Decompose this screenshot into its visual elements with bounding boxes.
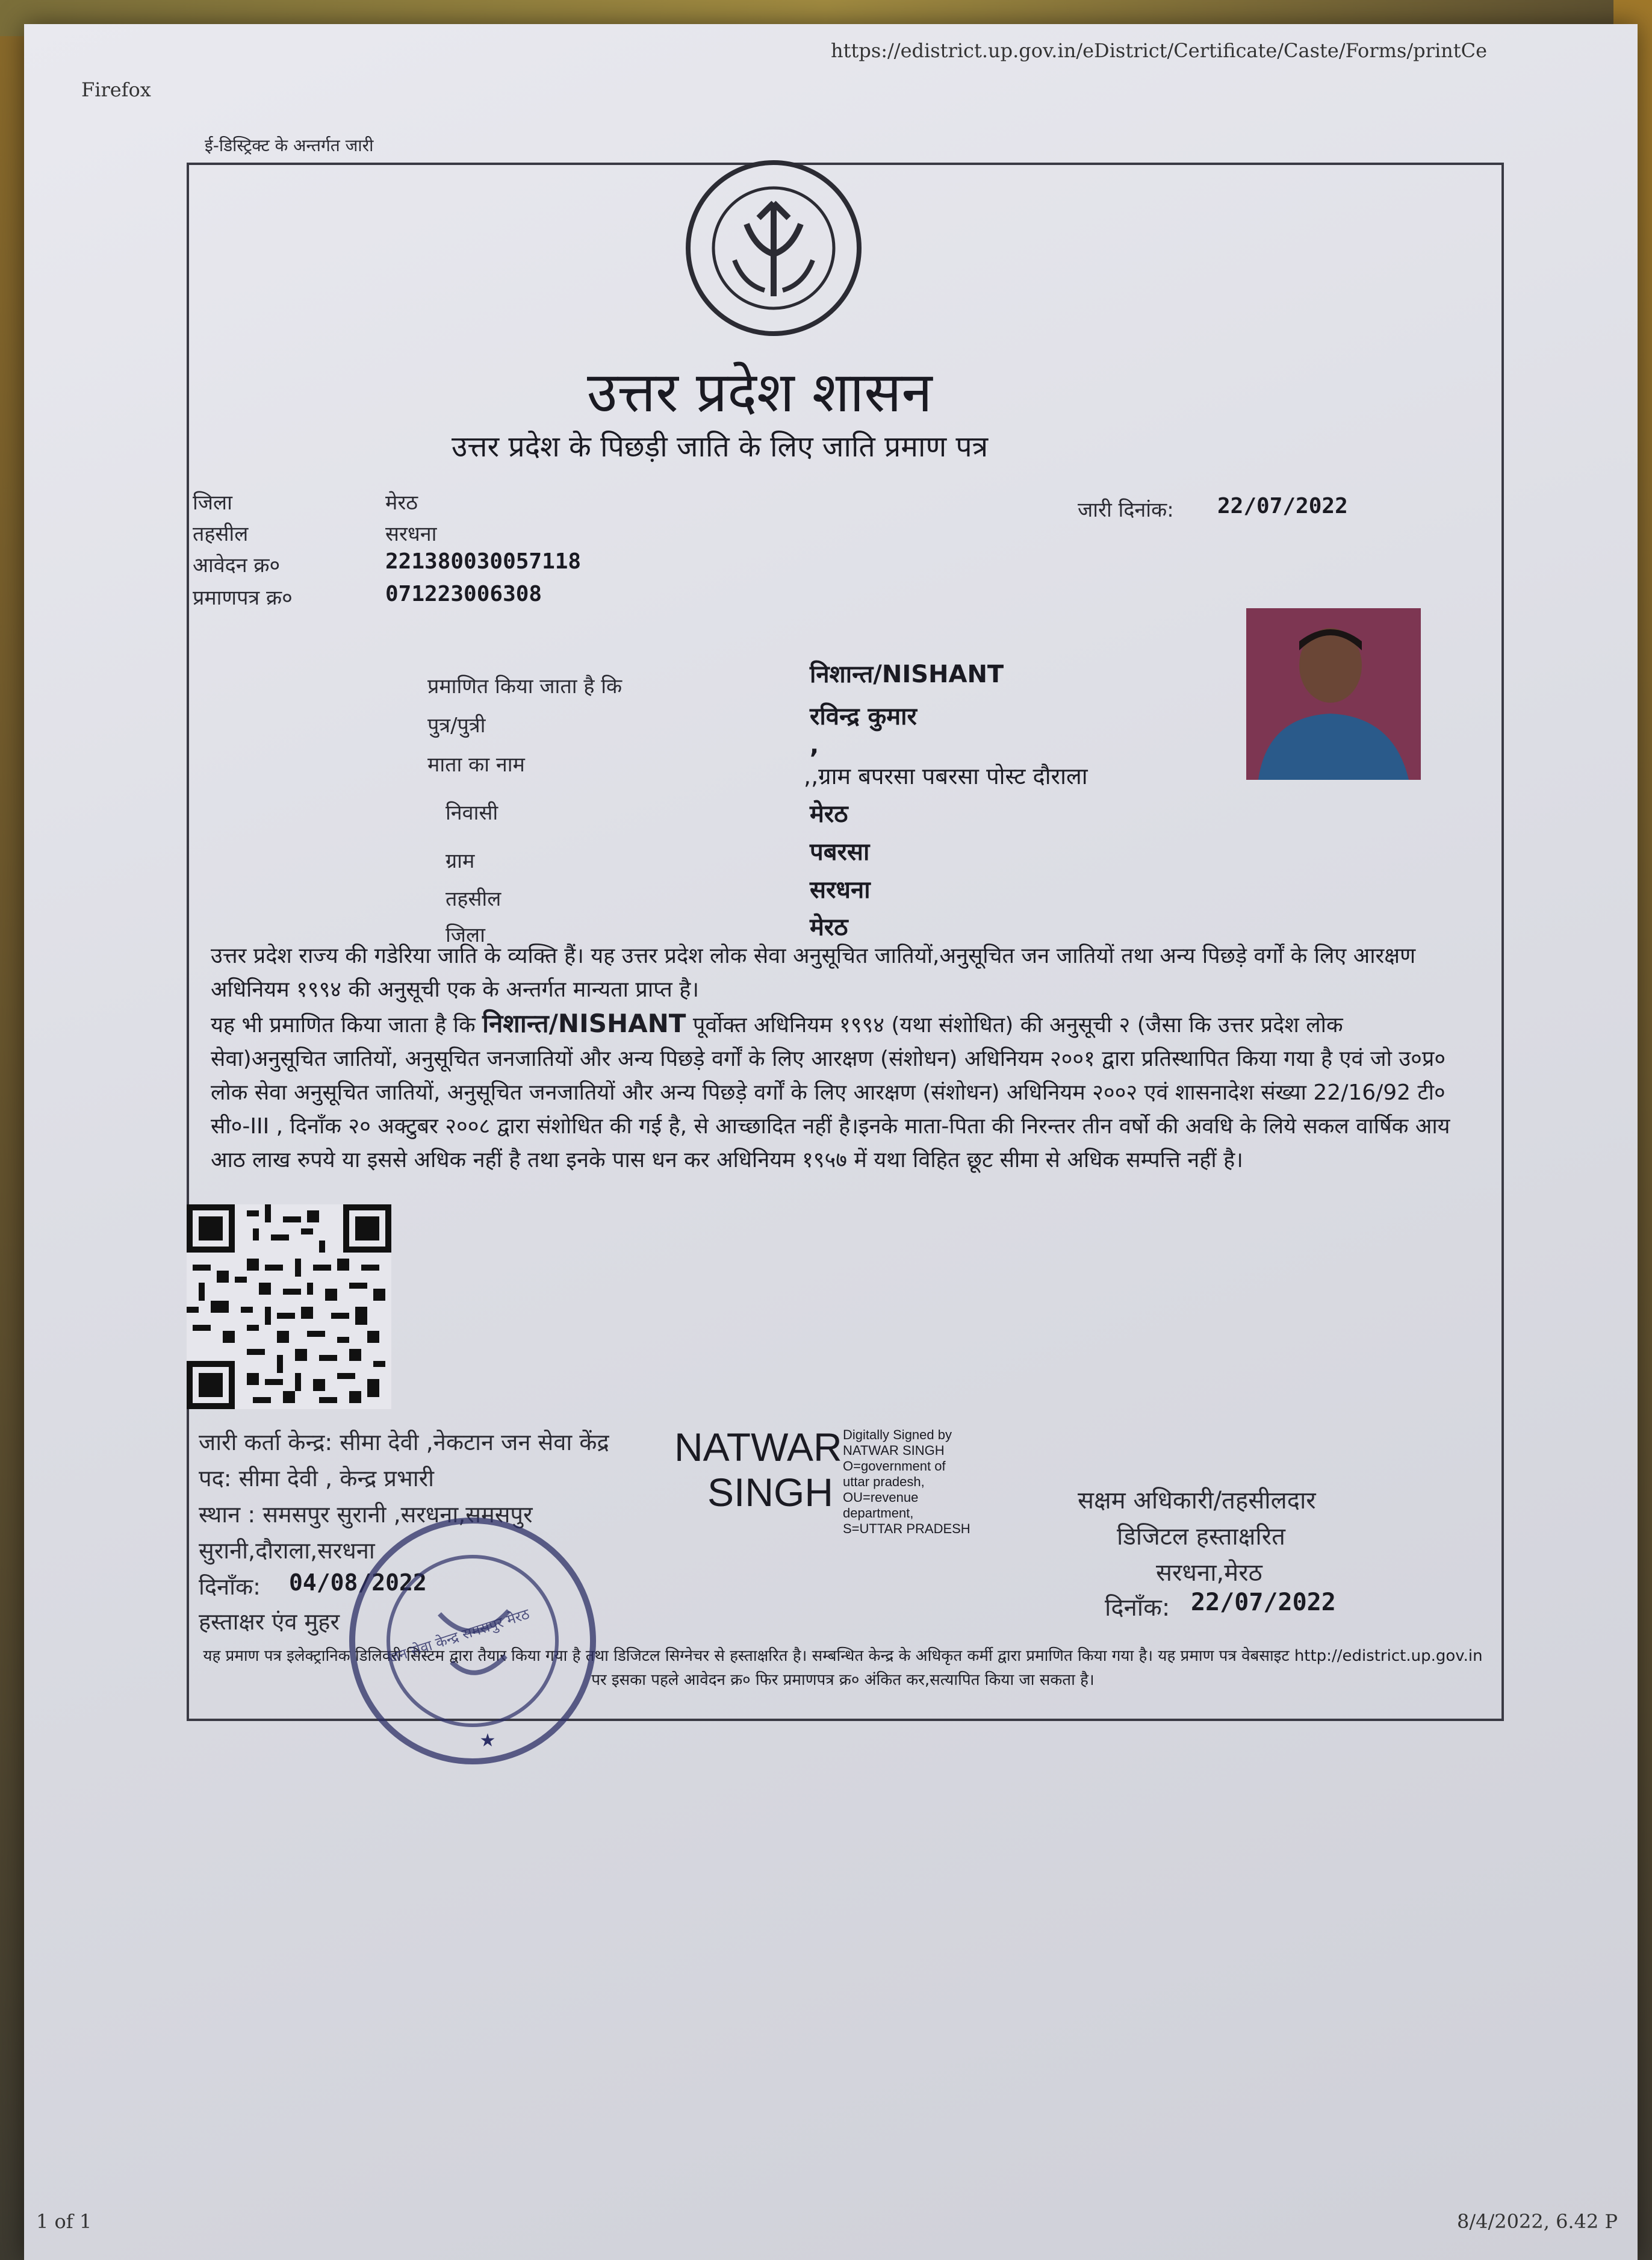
mother-name: , (810, 732, 819, 759)
resident-label: निवासी (446, 801, 498, 825)
footer-note: यह प्रमाण पत्र इलेक्ट्रानिक डिलिवरी सिस्टम द्वारा तैयार किया गया है तथा डिजिटल सिग्नेचर से हस्ताक्षरित है। सम्बन्धित केन्द्र के अधिकृत कर्मी द्वारा प्रमाणित किया गया है। यह प्रमाण पत्र वेबसाइट http://edistrict.up.gov.in पर इसका पहले आवेदन क्र० फिर प्रमाणपत्र क्र० अंकित कर,सत्यापित किया जा सकता है। (203, 1647, 1483, 1689)
certificate-title: उत्तर प्रदेश के पिछड़ी जाति के लिए जाति प्रमाण पत्र (452, 430, 989, 464)
print-timestamp: 8/4/2022, 6.42 P (1457, 2210, 1618, 2233)
digital-signature-name-1: NATWAR (674, 1425, 842, 1469)
applicant-photo (1246, 608, 1421, 780)
issuer-place-1: स्थान : समसपुर सुरानी ,सरधना,समसपुर (199, 1501, 533, 1528)
authority-date-label: दिनाँक: (1105, 1594, 1170, 1622)
issue-date-label: जारी दिनांक: (1078, 498, 1174, 522)
authority-title: सक्षम अधिकारी/तहसीलदार (1078, 1487, 1316, 1514)
certificate-paper (24, 24, 1638, 2260)
page-count: 1 of 1 (36, 2210, 92, 2233)
meta-tehsil-value: सरधना (385, 522, 437, 546)
body-para-2-rest: पूर्वोक्त अधिनियम १९९४ (यथा संशोधित) की अनुसूची २ (जैसा कि उत्तर प्रदेश लोक सेवा)अनुसूचित जातियों, अनुसूचित जनजातियों और अन्य पिछड़े वर्गों के लिए आरक्षण (संशोधन) अधिनियम २००१ द्वारा प्रतिस्थापित किया गया है एवं जो उ०प्र० लोक सेवा अनुसूचित जातियों, अनुसूचित जनजातियों और अन्य पिछड़े वर्गों के लिए आरक्षण (संशोधन) अधिनियम २००२ एवं शासनादेश संख्या 22/16/92 टी० सी०-III , दिनाँक २० अक्टुबर २००८ द्वारा संशोधित की गई है, से आच्छादित नहीं है।इनके माता-पिता की निरन्तर तीन वर्षो की अवधि के लिये सकल वार्षिक आय आठ लाख रुपये या इससे अधिक नहीं है तथा इनके पास धन कर अधिनियम १९५७ में यथा विहित छूट सीमा से अधिक सम्पत्ति नहीं है। (211, 1013, 1450, 1172)
body-para-1: उत्तर प्रदेश राज्य की गडेरिया जाति के व्यक्ति हैं। यह उत्तर प्रदेश लोक सेवा अनुसूचित जातियों,अनुसूचित जन जातियों तथा अन्य पिछड़े वर्गों के लिए आरक्षण अधिनियम १९९४ की अनुसूची एक के अन्तर्गत मान्यता प्राप्त है। (211, 944, 1416, 1002)
stamp-text: जन सेवा केन्द्र समसपुर मेरठ (386, 1605, 532, 1667)
authority-place: सरधना,मेरठ (1156, 1559, 1262, 1587)
district-value: मेरठ (810, 914, 848, 941)
up-govt-emblem-icon (683, 158, 864, 338)
issue-date-value: 22/07/2022 (1217, 494, 1348, 518)
mother-label: माता का नाम (427, 753, 525, 777)
tehsil-label: तहसील (446, 887, 502, 911)
browser-name: Firefox (81, 78, 151, 101)
issuer-post: पद: सीमा देवी , केन्द्र प्रभारी (199, 1465, 434, 1492)
district-label: जिला (446, 923, 485, 947)
body-para-2-prefix: यह भी प्रमाणित किया जाता है कि (211, 1013, 476, 1038)
meta-tehsil-label: तहसील (193, 522, 249, 546)
sig-detail: NATWAR SINGH (843, 1443, 945, 1458)
meta-application-label: आवेदन क्र० (193, 553, 281, 577)
father-name: रविन्द्र कुमार (810, 703, 917, 730)
authority-date-value: 22/07/2022 (1191, 1589, 1336, 1616)
qr-code (187, 1204, 391, 1409)
sig-detail: uttar pradesh, (843, 1474, 925, 1489)
page-url: https://edistrict.up.gov.in/eDistrict/Certificate/Caste/Forms/printCe (831, 39, 1488, 62)
issued-under-text: ई-डिस्ट्रिक्ट के अन्तर्गत जारी (205, 135, 374, 155)
sig-detail: S=UTTAR PRADESH (843, 1521, 970, 1536)
person-icon (1246, 608, 1421, 780)
applicant-name: निशान्त/NISHANT (810, 661, 1004, 688)
digital-signature-name-2: SINGH (707, 1470, 834, 1514)
resident-value: मेरठ (810, 800, 848, 828)
issuer-centre: जारी कर्ता केन्द्र: सीमा देवी ,नेकटान जन सेवा केंद्र (199, 1429, 609, 1455)
issuer-date-value: 04/08/2022 (289, 1569, 427, 1596)
meta-certificate-value: 071223006308 (385, 582, 542, 606)
star-icon (480, 1730, 496, 1751)
body-para-2-name: निशान्त/NISHANT (482, 1009, 686, 1038)
certificate-body (211, 939, 1451, 1177)
meta-district-value: मेरठ (385, 491, 418, 515)
son-daughter-label: पुत्र/पुत्री (427, 714, 486, 738)
meta-application-value: 221380030057118 (385, 549, 582, 574)
meta-certificate-label: प्रमाणपत्र क्र० (193, 586, 293, 610)
meta-district-label: जिला (193, 491, 232, 515)
village-value: पबरसा (810, 838, 870, 866)
govt-title: उत्तर प्रदेश शासन (587, 360, 933, 425)
sig-detail: department, (843, 1505, 914, 1521)
digital-signature-details (843, 1427, 970, 1537)
tehsil-value: सरधना (810, 876, 871, 904)
svg-text:★: ★ (479, 1730, 496, 1751)
issuer-date-label: दिनाँक: (199, 1574, 261, 1600)
issuer-place-2: सुरानी,दौराला,सरधना (199, 1537, 375, 1564)
sig-detail: OU=revenue (843, 1490, 919, 1505)
village-label: ग्राम (446, 849, 475, 873)
sig-detail: Digitally Signed by (843, 1427, 952, 1442)
sig-detail: O=government of (843, 1458, 946, 1474)
address-line: ,,ग्राम बपरसा पबरसा पोस्ट दौराला (804, 763, 1088, 789)
issuer-sign-label: हस्ताक्षर एंव मुहर (199, 1608, 340, 1635)
authority-signed: डिजिटल हस्ताक्षरित (1117, 1523, 1285, 1551)
certified-label: प्रमाणित किया जाता है कि (427, 674, 623, 699)
